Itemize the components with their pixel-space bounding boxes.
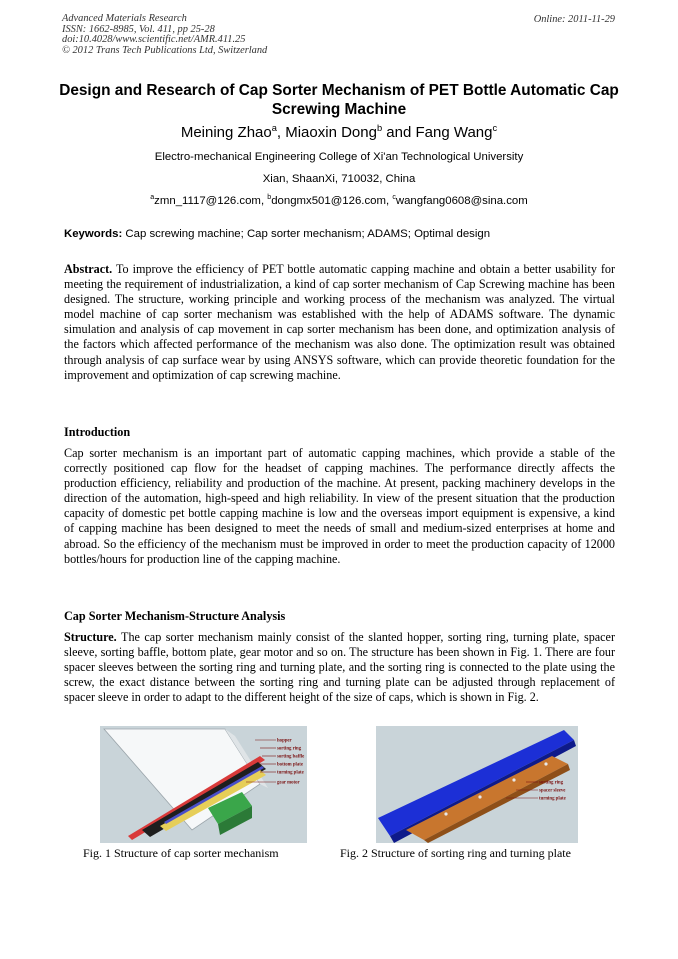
- abstract-text: To improve the efficiency of PET bottle automatic capping machine and obtain a better usability for meeting the requirement of industrialization, a kind of cap sorter mechanism of Cap Screwing machine has been designed. The structure, working principle and working process of the mechanism was analyzed. The virtual model machine of cap sorter mechanism was established with the help of ADAMS software. The dynamic simulation and analysis of cap movement in cap sorter mechanism has been done, and optimization analysis of the factors which affected performance of the mechanism was also done. The optimization result was obtained through analysis of cap surface wear by using ANSYS software, which can provide theoretic foundation for the improvement and optimization of cap screwing machine.: [64, 262, 615, 382]
- figure-2-image: [376, 726, 578, 843]
- abstract-label: Abstract.: [64, 262, 113, 276]
- email-link[interactable]: wangfang0608@sina.com: [395, 195, 528, 207]
- structure-label: Structure.: [64, 630, 117, 644]
- email-link[interactable]: zmn_1117@126.com: [154, 195, 261, 207]
- figure-1-label: gear motor: [277, 780, 300, 786]
- author-separator: ,: [276, 124, 286, 141]
- affiliation-line: Electro-mechanical Engineering College of Xi'an Technological University: [154, 151, 524, 163]
- structure-paragraph: [64, 630, 615, 705]
- section-heading-structure: Cap Sorter Mechanism-Structure Analysis: [64, 609, 286, 623]
- figure-1-caption: Fig. 1 Structure of cap sorter mechanism: [83, 846, 279, 860]
- figure-1-drawing: [100, 726, 307, 843]
- author-name: Fang Wang: [415, 124, 493, 141]
- affiliation-address: Xian, ShaanXi, 710032, China: [262, 173, 416, 185]
- figure-1-label: turning plate: [277, 770, 304, 776]
- abstract: [64, 262, 615, 383]
- running-header: [62, 14, 267, 56]
- email-mark: b: [267, 194, 272, 202]
- online-date: Online: 2011-11-29: [533, 14, 615, 25]
- figure-2-drawing: [376, 726, 578, 843]
- email-mark: c: [392, 194, 396, 202]
- author-list: [40, 124, 638, 142]
- author-mark: c: [492, 123, 498, 133]
- structure-text: The cap sorter mechanism mainly consist of the slanted hopper, sorting ring, turning plate, spacer sleeve, sorting baffle, bottom plate, gear motor and so on. The structure has been shown in Fig. 1. There are four spacer sleeves between the sorting ring and turning plate, and the sorting ring is connected to the plate using the screw, the exact distance between the sorting ring and turning plate can be adjusted through replacement of spacer sleeve in order to adapt to the different height of the size of caps, which is shown in Fig. 2.: [64, 630, 615, 705]
- issn-line: ISSN: 1662-8985, Vol. 411, pp 25-28: [62, 23, 215, 35]
- keywords-text: Cap screwing machine; Cap sorter mechanism; ADAMS; Optimal design: [125, 228, 491, 240]
- figure-1-image: [100, 726, 307, 843]
- doi-line: doi:10.4028/www.scientific.net/AMR.411.25: [62, 34, 246, 46]
- figure-1-label: sorting baffle: [277, 754, 305, 760]
- email-mark: a: [150, 194, 155, 202]
- author-mark: a: [271, 123, 277, 133]
- figure-1-label: bottom plate: [277, 762, 303, 768]
- copyright-line: © 2012 Trans Tech Publications Ltd, Switzerland: [62, 44, 268, 56]
- journal-name: Advanced Materials Research: [62, 13, 187, 24]
- keywords: [64, 227, 619, 241]
- introduction-text: Cap sorter mechanism is an important part of automatic capping machines, which provide a stable of the correctly positioned cap flow for the headset of capping machines. The performance directly affects the production efficiency, reliability and production of the machine. At present, packing machinery develops in the direction of the automation, high-speed and high reliability. In view of the present situation that the production capacity of domestic pet bottle capping machine is low and the overseas import equipment is expensive, a kind of capping machine has been designed to meet the needs of small and medium-sized enterprises at home and abroad. So the efficiency of the mechanism must be improved in order to meet the production capacity of 12000 bottles/hours for production line of the capping machine.: [64, 446, 615, 566]
- section-heading-introduction: Introduction: [64, 425, 131, 439]
- email-link[interactable]: dongmx501@126.com: [271, 195, 386, 207]
- author-name: Meining Zhao: [180, 124, 272, 141]
- figure-1-label: sorting ring: [277, 746, 302, 752]
- figure-1-label: hopper: [277, 738, 292, 744]
- figure-2-label: sorting ring: [539, 780, 564, 786]
- figure-2-label: turning plate: [539, 796, 566, 802]
- paper-title: Design and Research of Cap Sorter Mechanism of PET Bottle Automatic Cap Screwing Machine: [59, 82, 619, 118]
- figure-2-caption: Fig. 2 Structure of sorting ring and turning plate: [340, 846, 571, 860]
- author-separator: and: [382, 124, 416, 141]
- author-mark: b: [376, 123, 383, 133]
- email-line: $^a$zmn_1117@126.com, $^b$dongmx501@126.com, $^c$wangfang0608@sina.com: [150, 194, 528, 207]
- figure-2-label: spacer sleeve: [539, 788, 566, 794]
- keywords-label: Keywords:: [64, 228, 123, 240]
- author-name: Miaoxin Dong: [285, 124, 377, 141]
